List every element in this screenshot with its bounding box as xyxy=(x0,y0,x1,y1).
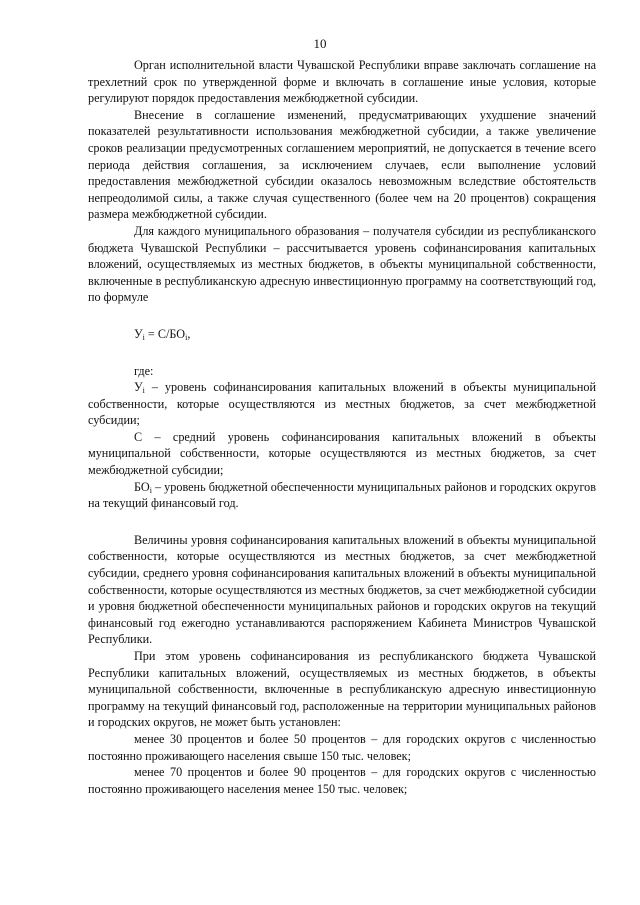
definition-yi-text: – уровень софинансирования капитальных вложений в объекты муниципальной собственности, которые осуществляются из местных бюджетов, за счет межбюджетной субсидии; xyxy=(88,380,596,428)
definition-yi xyxy=(88,379,596,429)
paragraph-cofinancing-calculation: Для каждого муниципального образования – получателя субсидии из республиканского бюджета Чувашской Республики – рассчитывается уровень софинансирования капитальных вложений, осуществляемых из местных бюджетов, в объекты муниципальной собственности, включенные в республиканскую адресную инвестиционную программу на соответствующий год, по формуле xyxy=(88,223,596,305)
definition-boi-symbol: БО xyxy=(134,479,150,494)
formula-lhs-subscript: i xyxy=(142,332,145,342)
paragraph-agreement-term: Орган исполнительной власти Чувашской Республики вправе заключать соглашение на трехлетний срок по утвержденной форме и включать в соглашение иные условия, которые регулируют порядок предоставления межбюджетной субсидии. xyxy=(88,58,596,106)
list-item-large-cities: менее 30 процентов и более 50 процентов – для городских округов с численностью постоянно проживающего населения свыше 150 тыс. человек; xyxy=(88,731,596,763)
list-item-small-cities: менее 70 процентов и более 90 процентов – для городских округов с численностью постоянно проживающего населения менее 150 тыс. человек; xyxy=(88,765,596,796)
definition-yi-symbol: У xyxy=(134,380,143,395)
definition-yi-subscript: i xyxy=(142,386,145,396)
definition-boi-text: – уровень бюджетной обеспеченности муниципальных районов и городских округов на текущий финансовый год. xyxy=(88,479,596,511)
paragraph-values-established: Величины уровня софинансирования капитальных вложений в объекты муниципальной собственности, которые осуществляются из местных бюджетов, за счет межбюджетной субсидии, среднего уровня софинансирования капитальных вложений в объекты муниципальной собственности, которые осуществляются из местных бюджетов, за счет межбюджетной субсидии и уровня бюджетной обеспеченности муниципальных районов и городских округов на текущий финансовый год ежегодно устанавливаются распоряжением Кабинета Министров Чувашской Республики. xyxy=(88,532,596,647)
formula-tail: , xyxy=(187,326,191,341)
where-label: где: xyxy=(134,363,154,378)
formula-rhs: = С/БО xyxy=(144,326,186,341)
document-body xyxy=(88,57,596,797)
page-number: 10 xyxy=(313,36,327,51)
definition-boi-subscript: i xyxy=(149,485,152,495)
paragraph-cofinancing-limits: При этом уровень софинансирования из республиканского бюджета Чувашской Республики капитальных вложений, осуществляемых из местных бюджетов, в объекты муниципальной собственности, включенные в республиканскую адресную инвестиционную программу на текущий финансовый год, расположенные на территории муниципальных районов и городских округов, не может быть установлен: xyxy=(88,649,596,730)
definition-c: С – средний уровень софинансирования капитальных вложений в объекты муниципальной собственности, которые осуществляются из местных бюджетов, за счет межбюджетной субсидии; xyxy=(88,429,596,478)
paragraph-agreement-changes: Внесение в соглашение изменений, предусматривающих ухудшение значений показателей результативности использования межбюджетной субсидии, а также увеличение сроков реализации предусмотренных соглашением мероприятий, не допускается в течение всего периода действия соглашения, за исключением случаев, если выполнение условий предоставления межбюджетной субсидии оказалось невозможным вследствие обстоятельств непреодолимой силы, а также случая существенного (более чем на 20 процентов) сокращения размера межбюджетной субсидии. xyxy=(88,107,596,222)
formula-lhs: У xyxy=(134,326,143,341)
formula-rhs-subscript: i xyxy=(185,332,188,342)
definition-boi xyxy=(88,479,596,512)
formula xyxy=(134,326,596,343)
